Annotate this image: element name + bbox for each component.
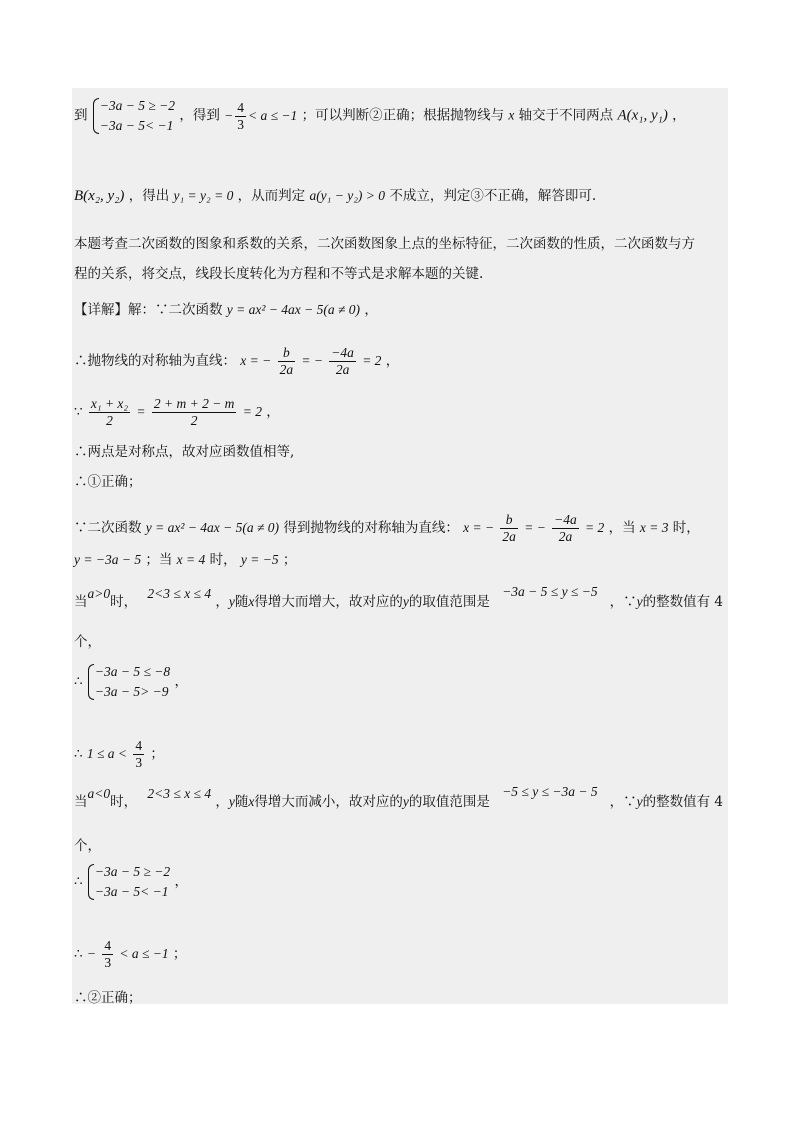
- line-1: [74, 96, 686, 136]
- result-line-2: [74, 938, 186, 971]
- math-var: x: [508, 107, 515, 123]
- math-text: a>0: [87, 586, 111, 601]
- math-text: −5 ≤ y ≤ −3a − 5: [502, 784, 598, 799]
- text: 当: [74, 794, 88, 810]
- text: ∴抛物线的对称轴为直线：: [74, 353, 236, 369]
- system-row: −3a − 5 ≥ −2: [94, 864, 171, 879]
- text-line: ∴②正确；: [74, 990, 142, 1006]
- math-text: 2<3 ≤ x ≤ 4: [147, 586, 212, 601]
- fraction-denominator: 2a: [329, 361, 356, 378]
- math-eq: y₁ = y₂ = 0: [173, 188, 234, 203]
- math-var: y: [402, 794, 409, 809]
- text: 的整数值有 4: [642, 794, 723, 810]
- text: ∴: [74, 946, 83, 962]
- text: 的取值范围是: [408, 794, 490, 810]
- fraction-denominator: 2a: [552, 528, 579, 545]
- math-var: y: [228, 794, 235, 809]
- detail-heading-line: [74, 300, 378, 320]
- summary-line-2: 程的关系，将交点，线段长度转化为方程和不等式是求解本题的关键.: [74, 266, 484, 282]
- text: 得增大而增大，故对应的: [254, 594, 403, 610]
- math-text: < a ≤ −1: [248, 107, 298, 123]
- math-text: = 2: [242, 404, 262, 419]
- math-var: y: [228, 594, 235, 609]
- text: ；当: [145, 552, 173, 568]
- fraction-numerator: 4: [237, 99, 245, 115]
- math-text: < a ≤ −1: [119, 946, 169, 961]
- text: ，∵: [609, 794, 637, 810]
- point-b: B(x₂, y₂): [74, 188, 125, 204]
- text: ∴: [74, 873, 83, 890]
- math-expr: a(y₁ − y₂) > 0: [309, 188, 386, 203]
- math-text: a<0: [87, 786, 111, 801]
- math-text: 1 ≤ a <: [86, 746, 128, 761]
- axis-line: [74, 345, 399, 378]
- system-row: −3a − 5< −1: [94, 884, 169, 899]
- system-row: −3a − 5> −9: [94, 684, 169, 699]
- fraction-numerator: 2 + m + 2 − m: [153, 396, 235, 411]
- math-inequality: − $\frac{4}{3}$ < a ≤ −1: [224, 99, 298, 132]
- math-text: y = −3a − 5: [74, 552, 142, 567]
- fraction-numerator: x₁ + x₂: [90, 396, 129, 411]
- detail-heading: 【详解】解：∵二次函数: [74, 302, 223, 318]
- text: ，: [672, 107, 686, 124]
- text-line: ∴两点是对称点，故对应函数值相等,: [74, 444, 295, 460]
- text: ；: [172, 946, 187, 962]
- fraction-numerator: −4a: [331, 345, 354, 360]
- text: ∴: [74, 746, 83, 762]
- text: ，: [364, 302, 378, 318]
- system-line-2: [74, 862, 188, 902]
- fraction-denominator: 3: [135, 755, 143, 770]
- math-text: = −: [301, 353, 323, 368]
- text: 到: [74, 107, 88, 124]
- values-line: [74, 550, 296, 570]
- text-line: 个，: [74, 634, 101, 650]
- text: ，当: [608, 520, 636, 536]
- case-positive-line: [74, 584, 723, 612]
- text-line: 个，: [74, 838, 101, 854]
- result-line: [74, 738, 164, 771]
- text: 的整数值有 4: [642, 594, 723, 610]
- fraction-numerator: −4a: [554, 512, 577, 527]
- midpoint-line: [74, 396, 280, 429]
- math-var: y: [636, 594, 643, 609]
- math-text: = 2: [362, 353, 382, 368]
- fraction-numerator: b: [282, 345, 290, 360]
- text: ，: [174, 873, 188, 890]
- fraction-denominator: 2a: [279, 362, 294, 377]
- text: ，得到: [179, 107, 220, 124]
- math-var: x: [248, 594, 255, 609]
- text-line: ∴①正确；: [74, 474, 142, 490]
- math-text: 2<3 ≤ x ≤ 4: [147, 786, 212, 801]
- math-text: −: [86, 946, 97, 961]
- math-text: x = 3: [639, 520, 669, 535]
- text: 时，: [672, 520, 700, 536]
- math-text: = 2: [585, 520, 605, 535]
- math-text: =: [136, 404, 146, 419]
- summary-line-1: 本题考查二次函数的图象和系数的关系，二次函数图象上点的坐标特征，二次函数的性质，二次函数与方: [74, 236, 695, 252]
- fraction-denominator: 2: [89, 412, 130, 429]
- fraction-denominator: 3: [237, 116, 245, 132]
- math-text: x = −: [240, 353, 272, 368]
- text: 随: [234, 594, 249, 610]
- fraction-numerator: b: [505, 512, 513, 527]
- fraction-denominator: 3: [104, 955, 112, 970]
- system-line: [74, 662, 188, 702]
- math-function: y = ax² − 4ax − 5(a ≠ 0): [145, 520, 280, 535]
- fraction-numerator: 4: [135, 738, 143, 753]
- text: 随: [234, 794, 249, 810]
- math-text: x = 4: [176, 552, 206, 567]
- text: ，: [215, 594, 229, 610]
- math-function: y = ax² − 4ax − 5(a ≠ 0): [226, 302, 361, 317]
- text: ，: [174, 673, 188, 690]
- system-row: −3a − 5< −1: [99, 118, 174, 133]
- text: 得增大而减小，故对应的: [254, 794, 403, 810]
- math-var: x: [248, 794, 255, 809]
- text: ，∵: [609, 594, 637, 610]
- inequality-system: [87, 862, 170, 902]
- math-var: y: [636, 794, 643, 809]
- text: ∵: [74, 404, 83, 420]
- text: ∵二次函数: [74, 520, 142, 536]
- text: 得到抛物线的对称轴为直线：: [283, 520, 459, 536]
- system-row: −3a − 5 ≥ −2: [99, 98, 176, 113]
- inequality-system: [87, 662, 170, 702]
- case-negative-line: [74, 784, 723, 812]
- text: ，: [215, 794, 229, 810]
- fraction-denominator: 2: [152, 412, 237, 429]
- text: ，: [266, 404, 280, 420]
- text: 当: [74, 594, 88, 610]
- text: ，从而判定: [237, 188, 306, 204]
- math-text: = −: [524, 520, 546, 535]
- math-text: x = −: [463, 520, 495, 535]
- math-var: y: [402, 594, 409, 609]
- system-row: −3a − 5 ≤ −8: [94, 664, 171, 679]
- text: ；可以判断②正确；根据抛物线与: [301, 107, 505, 124]
- fraction-denominator: 2a: [502, 529, 516, 544]
- text: 时，: [110, 594, 138, 610]
- text: 时，: [110, 794, 138, 810]
- text: ，: [385, 353, 400, 369]
- text: 时，: [209, 552, 237, 568]
- fraction-numerator: 4: [104, 938, 112, 953]
- line-2: [74, 186, 596, 206]
- axis-line-2: [74, 512, 700, 545]
- inequality-system: [92, 96, 175, 136]
- text: 轴交于不同两点: [518, 107, 614, 124]
- text: 不成立，判定③不正确，解答即可.: [389, 188, 597, 204]
- text: ，得出: [128, 188, 170, 204]
- text: ∴: [74, 673, 83, 690]
- point-a: A(x₁, y₁): [617, 107, 668, 124]
- text: 的取值范围是: [408, 594, 490, 610]
- math-text: −3a − 5 ≤ y ≤ −5: [502, 584, 598, 599]
- text: ；: [282, 552, 297, 568]
- text: ；: [150, 746, 164, 762]
- math-text: y = −5: [240, 552, 279, 567]
